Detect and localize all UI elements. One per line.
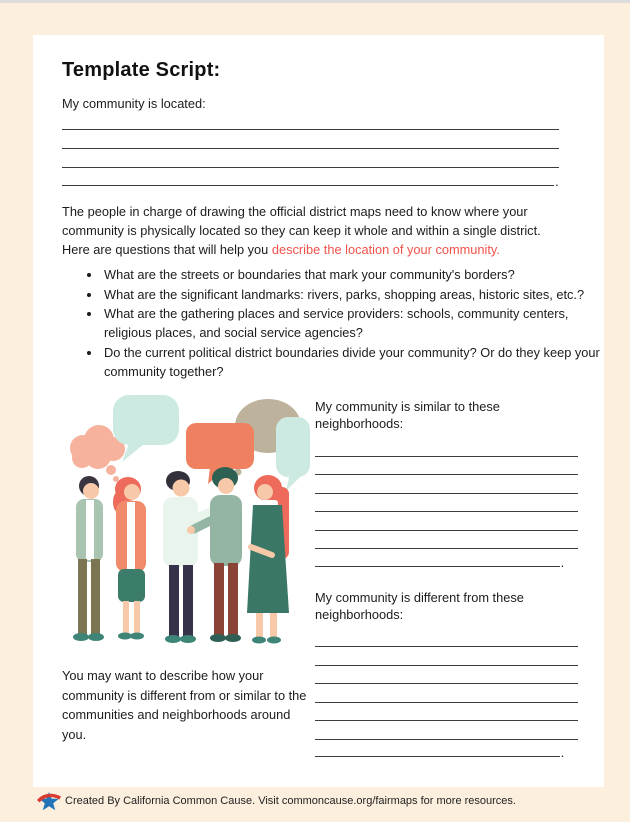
blank-line — [315, 629, 578, 648]
different-label: My community is different from these neighborhoods: — [315, 589, 524, 622]
blank-line-last — [315, 549, 578, 570]
blank-line — [62, 130, 559, 149]
question-bullet-list — [62, 265, 604, 381]
blank-line — [315, 494, 578, 513]
blank-line — [315, 666, 578, 685]
blank-line — [315, 438, 578, 457]
footer-credit-text: Created By California Common Cause. Visit commoncause.org/fairmaps for more resources. — [65, 795, 516, 807]
window-top-edge — [0, 0, 630, 3]
blank-line — [315, 647, 578, 666]
footer — [37, 790, 617, 812]
blank-line-last — [315, 740, 578, 758]
intro-text: The people in charge of drawing the official district maps need to know where your community is physically located so they can keep it whole and within a single district. Here are questions that will help you — [62, 204, 541, 257]
blank-line — [315, 457, 578, 476]
blank-line — [62, 111, 559, 130]
person-vest-man — [73, 476, 104, 641]
common-cause-star-icon — [37, 790, 61, 812]
worksheet-page — [33, 35, 604, 787]
blank-line-last — [62, 168, 559, 189]
bullet-gathering-places: • What are the gathering places and service providers: schools, community centers, religious places, and social service agencies? — [102, 304, 604, 342]
mint-bubble-right — [276, 417, 310, 491]
people-talking-illustration — [58, 387, 310, 649]
person-green-dress-woman — [247, 475, 289, 644]
line-end-period: . — [555, 174, 559, 189]
similar-label: My community is similar to these neighborhoods: — [315, 399, 500, 431]
different-write-in-lines — [315, 629, 578, 758]
located-write-in-lines — [62, 111, 559, 189]
bullet-district-boundaries: • Do the current political district boundaries divide your community? Or do they keep your community together? — [102, 343, 604, 381]
line-end-period: . — [560, 554, 565, 570]
blank-line — [315, 684, 578, 703]
blank-line — [315, 703, 578, 722]
blank-line — [62, 149, 559, 168]
blank-line — [315, 531, 578, 550]
intro-highlight-text: describe the location of your community — [271, 242, 497, 257]
located-label: My community is located: — [62, 96, 206, 111]
bullet-borders: • What are the streets or boundaries that mark your community's borders? — [102, 265, 604, 284]
right-column — [315, 398, 578, 760]
intro-paragraph — [62, 202, 570, 259]
blank-line — [315, 512, 578, 531]
intro-highlight-period: . — [496, 242, 500, 257]
page-title: Template Script: — [62, 59, 221, 81]
blank-line — [315, 721, 578, 740]
aside-note: You may want to describe how your community is different from or similar to the communities and neighborhoods around you. — [62, 668, 307, 742]
similar-write-in-lines — [315, 438, 578, 570]
bullet-landmarks: • What are the significant landmarks: rivers, parks, shopping areas, historic sites, etc.? — [102, 285, 604, 304]
line-end-period: . — [560, 745, 565, 760]
person-coral-cardigan-woman — [113, 477, 146, 640]
blank-line — [315, 475, 578, 494]
